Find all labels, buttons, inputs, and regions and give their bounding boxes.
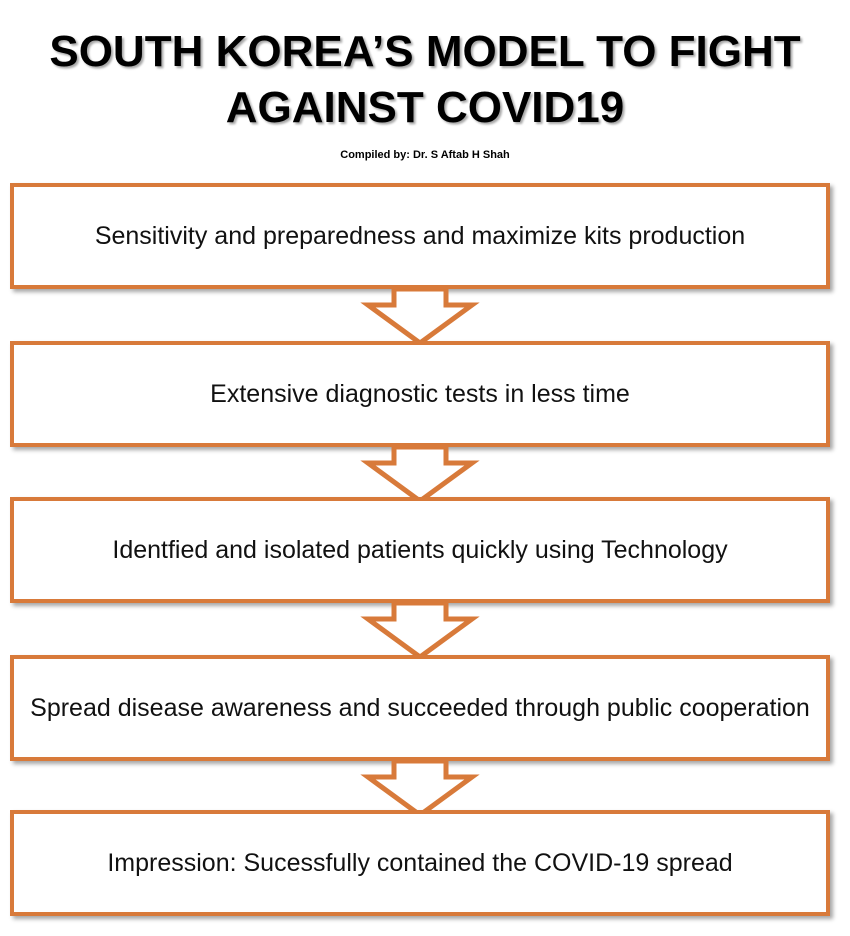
down-arrow-2 xyxy=(0,447,850,503)
down-arrow-4 xyxy=(0,761,850,817)
flow-step-1-text: Sensitivity and preparedness and maximize kits production xyxy=(94,221,746,250)
flow-step-5 xyxy=(10,810,830,916)
compiled-by-credit: Compiled by: Dr. S Aftab H Shah xyxy=(340,149,510,161)
flow-step-4 xyxy=(10,655,830,761)
flow-step-5-text: Impression: Sucessfully contained the COVID-19 spread xyxy=(107,848,733,877)
flow-step-1 xyxy=(10,183,830,289)
flow-step-2 xyxy=(10,341,830,447)
flow-step-3-text: Identfied and isolated patients quickly using Technology xyxy=(112,535,728,564)
page-title-line-2: AGAINST COVID19 xyxy=(225,83,625,132)
down-arrow-1 xyxy=(0,289,850,345)
down-arrow-3 xyxy=(0,603,850,659)
page-title-line-1: SOUTH KOREA’S MODEL TO FIGHT xyxy=(49,27,801,76)
flow-step-2-text: Extensive diagnostic tests in less time xyxy=(210,379,630,408)
flow-step-3 xyxy=(10,497,830,603)
flow-step-4-text: Spread disease awareness and succeeded through public cooperation xyxy=(30,693,810,722)
